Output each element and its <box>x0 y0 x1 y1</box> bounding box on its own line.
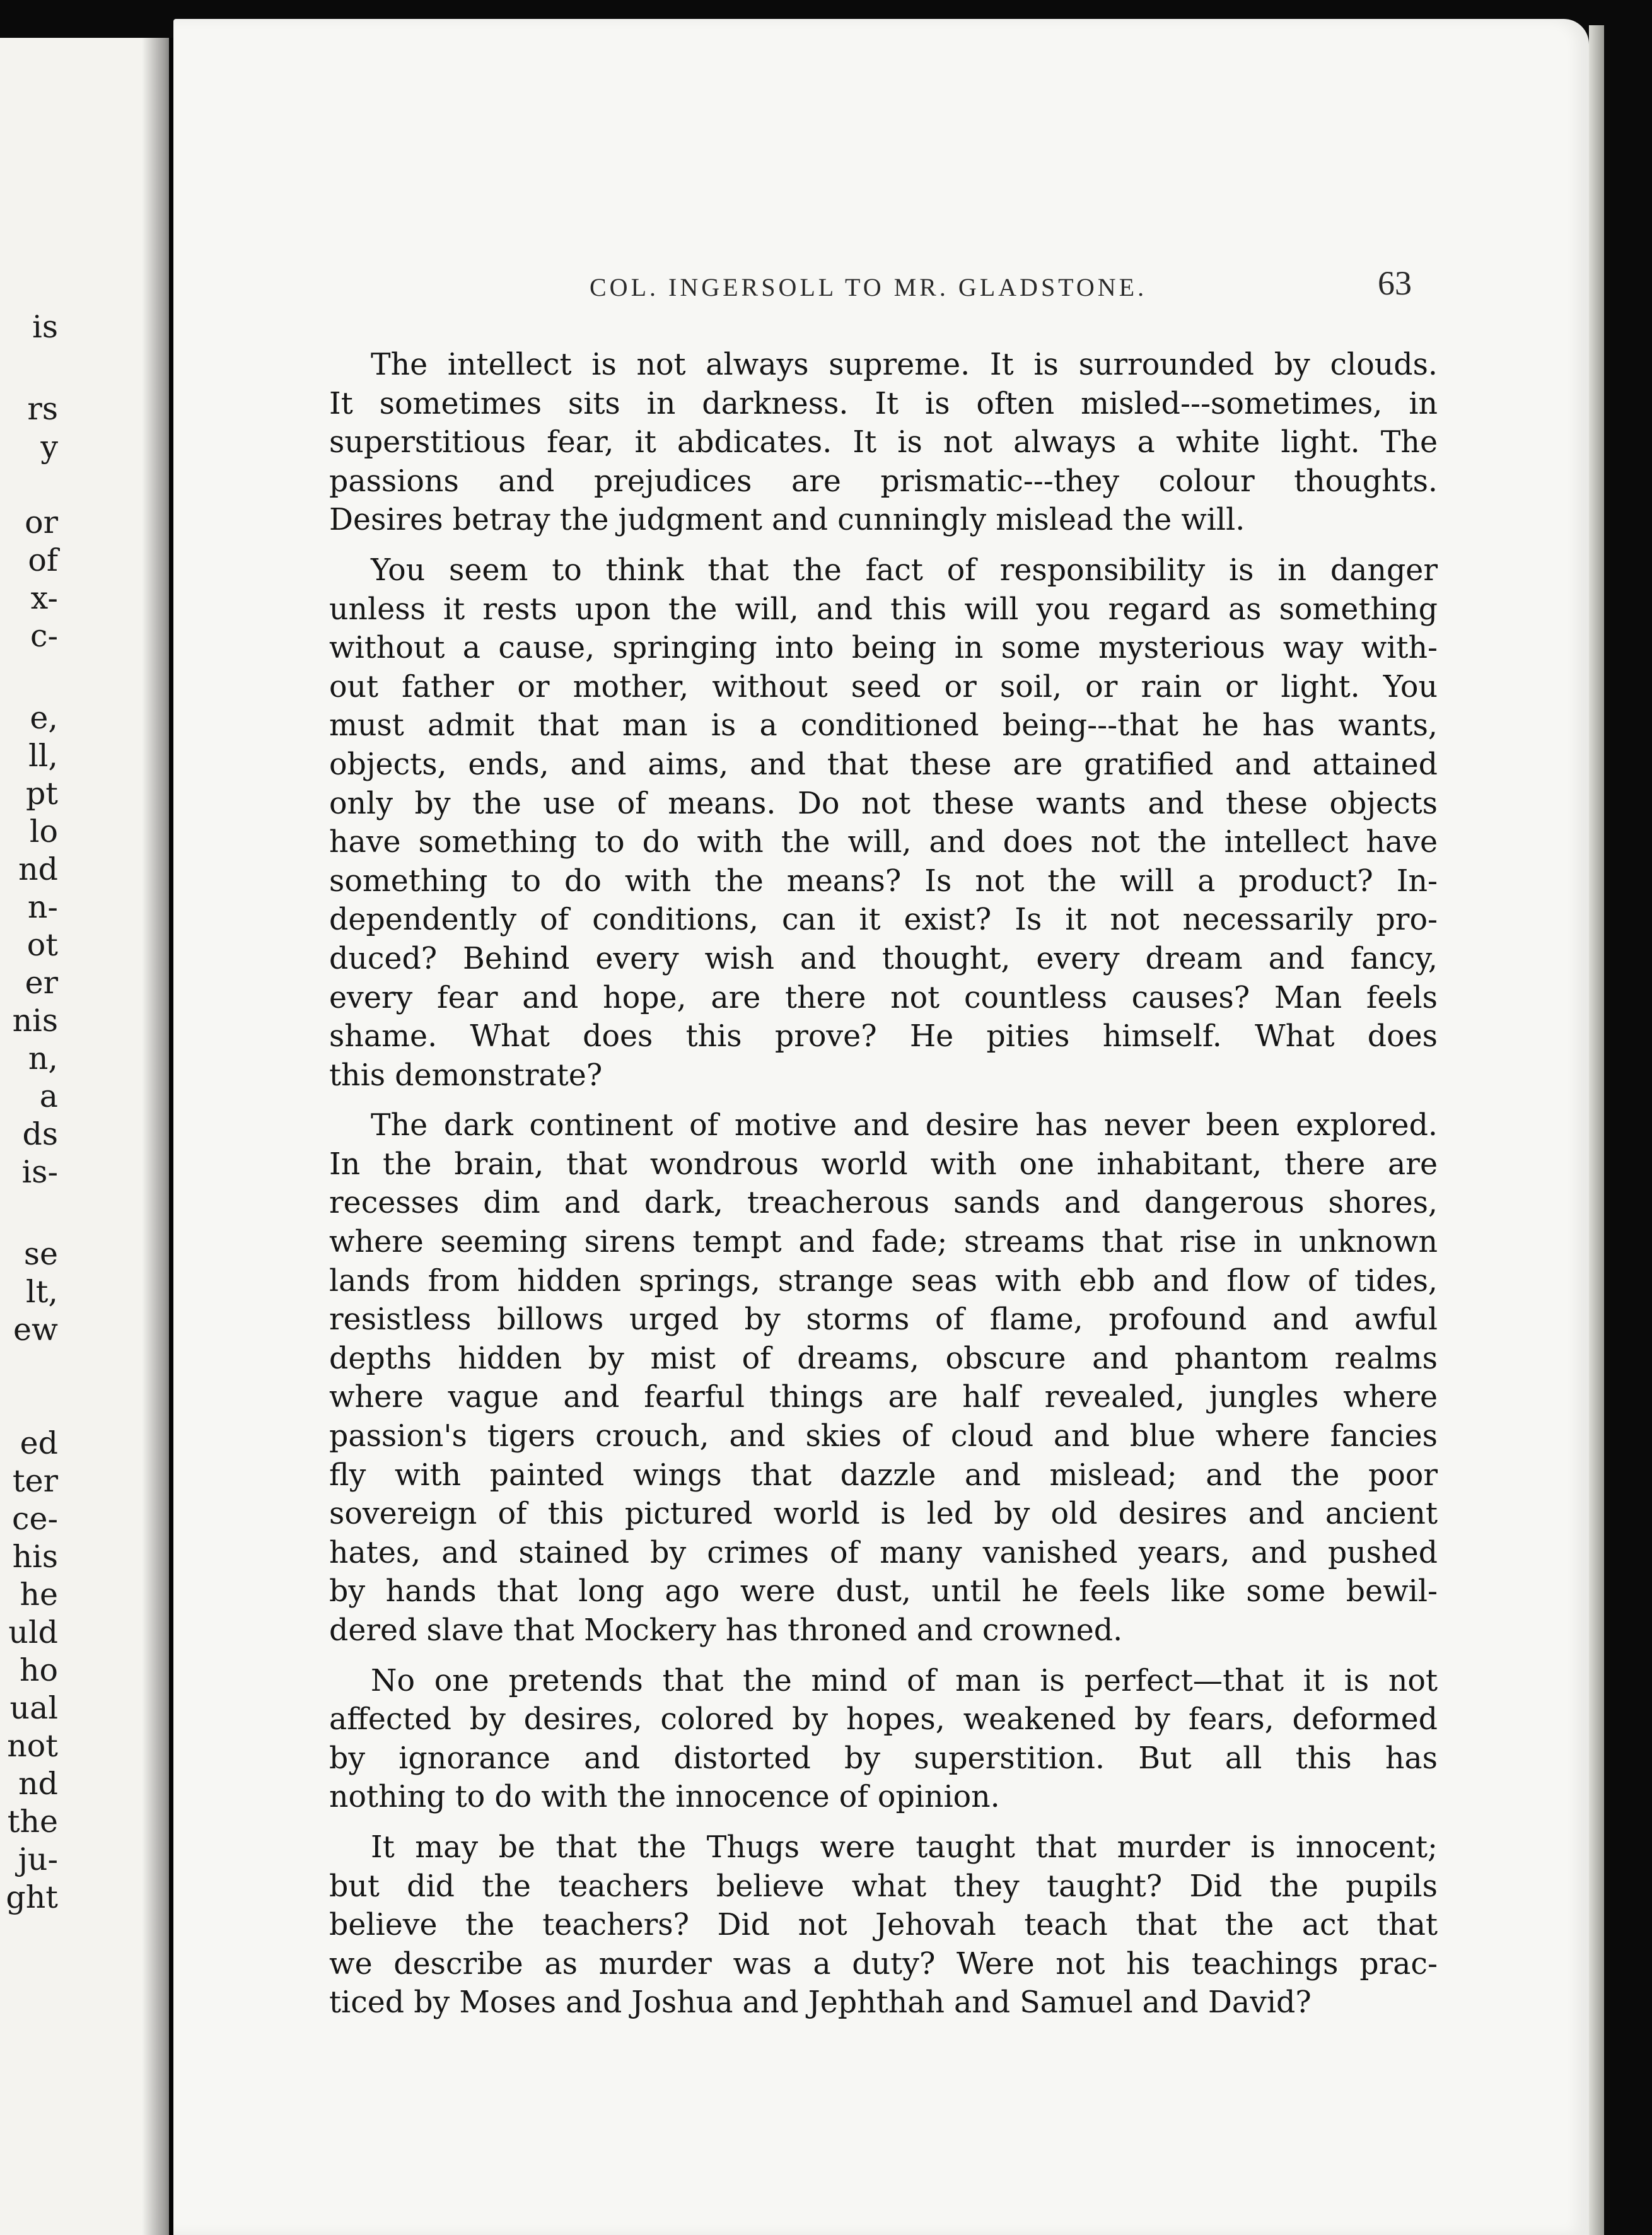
paragraph <box>329 346 1438 540</box>
text-line: It sometimes sits in darkness. It is often misled---sometimes, in <box>329 386 1438 421</box>
text-line: dered slave that Mockery has throned and crowned. <box>329 1613 1123 1648</box>
facing-page-fragment: nd <box>18 1766 58 1802</box>
paragraph <box>329 1662 1438 1817</box>
facing-page-fragment: a <box>39 1078 58 1114</box>
facing-page-fragment: uld <box>8 1614 58 1650</box>
text-line: The intellect is not always supreme. It is surrounded by clouds. <box>371 347 1438 382</box>
text-line: where seeming sirens tempt and fade; streams that rise in unknown <box>329 1225 1438 1260</box>
text-line: unless it rests upon the will, and this will you regard as something <box>329 592 1438 627</box>
page-number: 63 <box>1378 264 1412 302</box>
facing-page-fragment: ds <box>22 1116 58 1152</box>
facing-page-fragment: lo <box>29 814 58 849</box>
facing-page-fragment: ot <box>26 927 58 963</box>
facing-page-fragment: ed <box>20 1425 58 1461</box>
facing-page-fragment: ew <box>13 1312 58 1348</box>
text-line: The dark continent of motive and desire has never been explored. <box>371 1108 1438 1143</box>
facing-page-fragment: the <box>7 1804 58 1840</box>
facing-page-fragment: x- <box>30 580 58 616</box>
text-line: passion's tigers crouch, and skies of cloud and blue where fancies <box>329 1419 1438 1454</box>
paragraph <box>329 1106 1438 1650</box>
facing-page-fragment: nis <box>12 1003 58 1039</box>
paragraph <box>329 551 1438 1095</box>
facing-page-fragment: ual <box>9 1690 58 1726</box>
text-line: believe the teachers? Did not Jehovah teach that the act that <box>329 1908 1438 1943</box>
facing-page-fragment: n, <box>28 1041 58 1077</box>
facing-page-fragment: er <box>25 965 58 1001</box>
facing-page-fragment: rs <box>27 391 58 427</box>
text-line: every fear and hope, are there not countless causes? Man feels <box>329 980 1438 1015</box>
text-line: superstitious fear, it abdicates. It is not always a white light. The <box>329 425 1438 460</box>
text-line: we describe as murder was a duty? Were not his teachings prac- <box>329 1946 1438 1981</box>
facing-page-fragment: c- <box>30 618 58 654</box>
text-line: No one pretends that the mind of man is perfect—that it is not <box>371 1663 1438 1698</box>
text-line: nothing to do with the innocence of opinion. <box>329 1780 1000 1815</box>
text-line: where vague and fearful things are half revealed, jungles where <box>329 1380 1438 1415</box>
text-line: passions and prejudices are prismatic---they colour thoughts. <box>329 464 1438 499</box>
text-line: duced? Behind every wish and thought, every dream and fancy, <box>329 941 1438 976</box>
text-line: ticed by Moses and Joshua and Jephthah and Samuel and David? <box>329 1985 1312 2021</box>
facing-page-fragment: or <box>25 505 58 540</box>
facing-page-fragment: n- <box>27 889 58 925</box>
facing-page-fragment: not <box>7 1728 58 1764</box>
facing-page-fragment: lt, <box>26 1274 58 1310</box>
text-line: lands from hidden springs, strange seas with ebb and flow of tides, <box>329 1263 1438 1298</box>
facing-page-fragment: is- <box>21 1154 58 1190</box>
text-line: have something to do with the will, and does not the intellect have <box>329 825 1438 860</box>
text-line: must admit that man is a conditioned being---that he has wants, <box>329 708 1438 744</box>
facing-page-fragment: ce- <box>12 1501 58 1537</box>
text-line: only by the use of means. Do not these wants and these objects <box>329 786 1438 821</box>
text-line: out father or mother, without seed or soil, or rain or light. You <box>329 669 1438 704</box>
text-line: by hands that long ago were dust, until he feels like some bewil- <box>329 1574 1438 1609</box>
text-line: Desires betray the judgment and cunningly mislead the will. <box>329 503 1245 538</box>
text-line: shame. What does this prove? He pities himself. What does <box>329 1019 1438 1054</box>
facing-page-fragment: ll, <box>28 738 58 774</box>
facing-page-fragment: e, <box>30 700 58 736</box>
facing-page-fragment: of <box>28 542 58 578</box>
text-line: hates, and stained by crimes of many vanished years, and pushed <box>329 1535 1438 1570</box>
text-line: recesses dim and dark, treacherous sands and dangerous shores, <box>329 1186 1438 1221</box>
facing-page-fragment: ter <box>12 1463 58 1499</box>
text-line: depths hidden by mist of dreams, obscure and phantom realms <box>329 1341 1438 1376</box>
text-line: sovereign of this pictured world is led by old desires and ancient <box>329 1497 1438 1532</box>
text-line: something to do with the means? Is not the will a product? In- <box>329 863 1438 899</box>
facing-page-fragment: y <box>40 429 58 465</box>
text-line: by ignorance and distorted by superstition. But all this has <box>329 1741 1438 1776</box>
facing-page-fragment: is <box>32 309 58 345</box>
facing-page-fragment: ju- <box>18 1841 58 1877</box>
facing-page-fragment: he <box>20 1577 58 1613</box>
text-line: without a cause, springing into being in some mysterious way with- <box>329 631 1438 666</box>
text-line: but did the teachers believe what they taught? Did the pupils <box>329 1869 1438 1904</box>
text-line: It may be that the Thugs were taught that murder is innocent; <box>371 1829 1438 1865</box>
text-line: resistless billows urged by storms of flame, profound and awful <box>329 1302 1438 1338</box>
page-edge <box>1589 25 1604 2235</box>
text-line: affected by desires, colored by hopes, weakened by fears, deformed <box>329 1702 1438 1737</box>
facing-page-fragment: ght <box>6 1879 58 1915</box>
text-line: You seem to think that the fact of responsibility is in danger <box>371 552 1438 588</box>
facing-page-fragment: se <box>23 1236 58 1272</box>
text-line: fly with painted wings that dazzle and mislead; and the poor <box>329 1457 1438 1493</box>
text-line: objects, ends, and aims, and that these are gratified and attained <box>329 747 1438 782</box>
text-line: dependently of conditions, can it exist? Is it not necessarily pro- <box>329 902 1438 938</box>
facing-page-fragment: his <box>12 1539 58 1575</box>
body-text <box>329 346 1438 2034</box>
running-head: COL. INGERSOLL TO MR. GLADSTONE. <box>590 273 1148 301</box>
facing-page-fragment: pt <box>25 776 58 812</box>
text-line: this demonstrate? <box>329 1058 603 1093</box>
facing-page-fragment: nd <box>18 851 58 887</box>
text-line: In the brain, that wondrous world with one inhabitant, there are <box>329 1147 1438 1182</box>
paragraph <box>329 1828 1438 2022</box>
facing-page-fragment: ho <box>19 1652 58 1688</box>
